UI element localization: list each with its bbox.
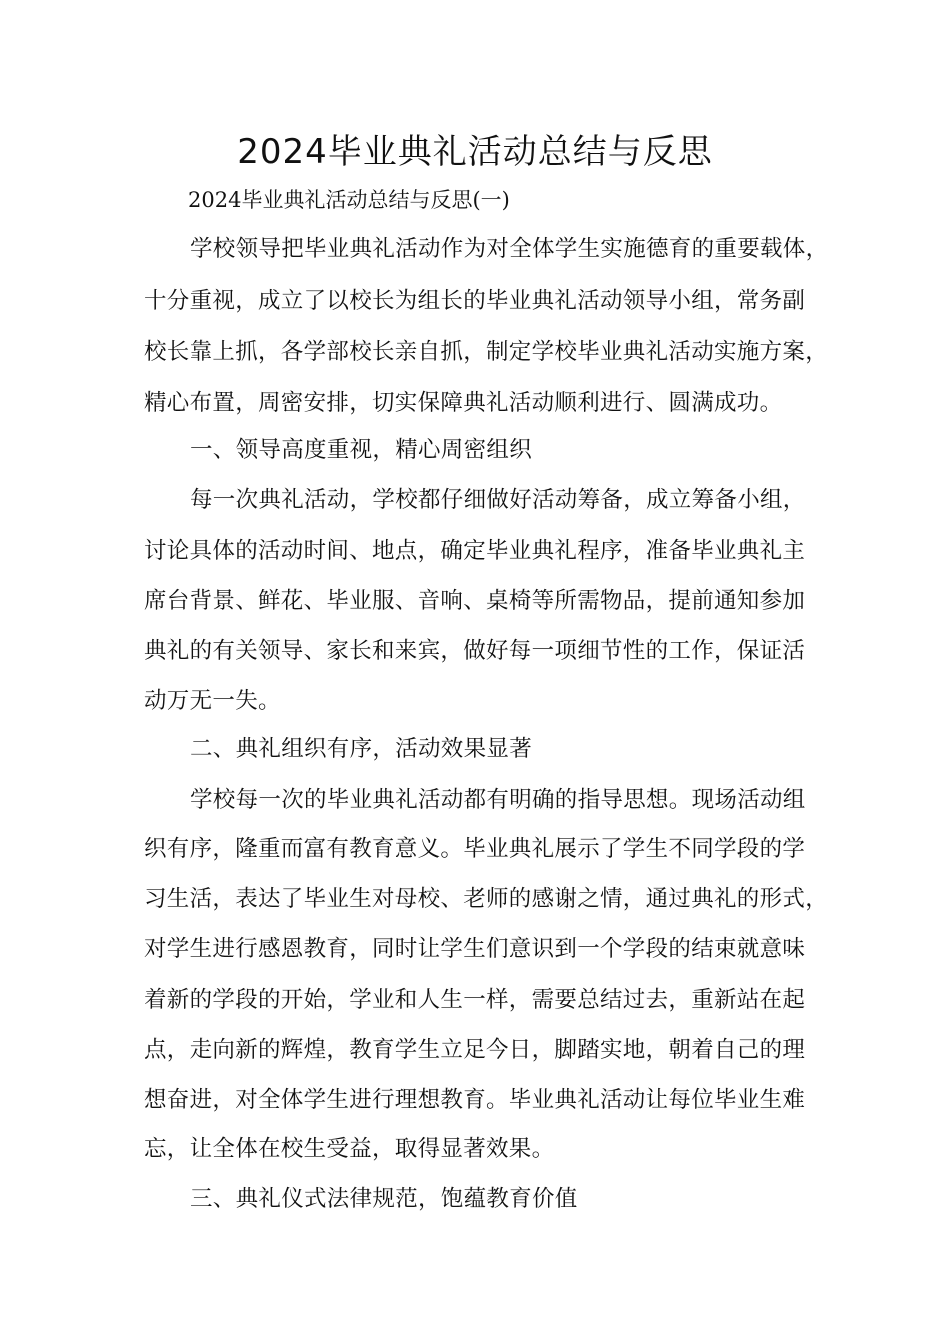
paragraph-1-line-3: 校长靠上抓，各学部校长亲自抓，制定学校毕业典礼活动实施方案，: [144, 339, 829, 365]
paragraph-3-line-1: 学校每一次的毕业典礼活动都有明确的指导思想。现场活动组: [190, 787, 806, 813]
paragraph-3-line-7: 想奋进，对全体学生进行理想教育。毕业典礼活动让每位毕业生难: [144, 1087, 806, 1113]
section-heading-1: 一、领导高度重视，精心周密组织: [190, 437, 533, 463]
paragraph-2-line-1: 每一次典礼活动，学校都仔细做好活动筹备，成立筹备小组，: [190, 487, 806, 513]
paragraph-3-line-5: 着新的学段的开始，学业和人生一样，需要总结过去，重新站在起: [144, 987, 806, 1013]
paragraph-3-line-8: 忘，让全体在校生受益，取得显著效果。: [144, 1136, 555, 1162]
paragraph-2-line-3: 席台背景、鲜花、毕业服、音响、桌椅等所需物品，提前通知参加: [144, 588, 806, 614]
paragraph-1-line-4: 精心布置，周密安排，切实保障典礼活动顺利进行、圆满成功。: [144, 390, 783, 416]
paragraph-3-line-2: 织有序，隆重而富有教育意义。毕业典礼展示了学生不同学段的学: [144, 836, 806, 862]
document-subtitle: 2024毕业典礼活动总结与反思(一): [188, 188, 510, 212]
paragraph-3-line-3: 习生活，表达了毕业生对母校、老师的感谢之情，通过典礼的形式，: [144, 886, 829, 912]
document-title: 2024毕业典礼活动总结与反思: [237, 132, 713, 172]
section-heading-3: 三、典礼仪式法律规范，饱蕴教育价值: [190, 1186, 578, 1212]
paragraph-1-line-2: 十分重视，成立了以校长为组长的毕业典礼活动领导小组，常务副: [144, 288, 806, 314]
paragraph-1-line-1: 学校领导把毕业典礼活动作为对全体学生实施德育的重要载体，: [190, 236, 829, 262]
paragraph-3-line-6: 点，走向新的辉煌，教育学生立足今日，脚踏实地，朝着自己的理: [144, 1037, 806, 1063]
paragraph-2-line-5: 动万无一失。: [144, 688, 281, 714]
paragraph-2-line-4: 典礼的有关领导、家长和来宾，做好每一项细节性的工作，保证活: [144, 638, 806, 664]
section-heading-2: 二、典礼组织有序，活动效果显著: [190, 736, 533, 762]
paragraph-3-line-4: 对学生进行感恩教育，同时让学生们意识到一个学段的结束就意味: [144, 936, 806, 962]
paragraph-2-line-2: 讨论具体的活动时间、地点，确定毕业典礼程序，准备毕业典礼主: [144, 538, 806, 564]
